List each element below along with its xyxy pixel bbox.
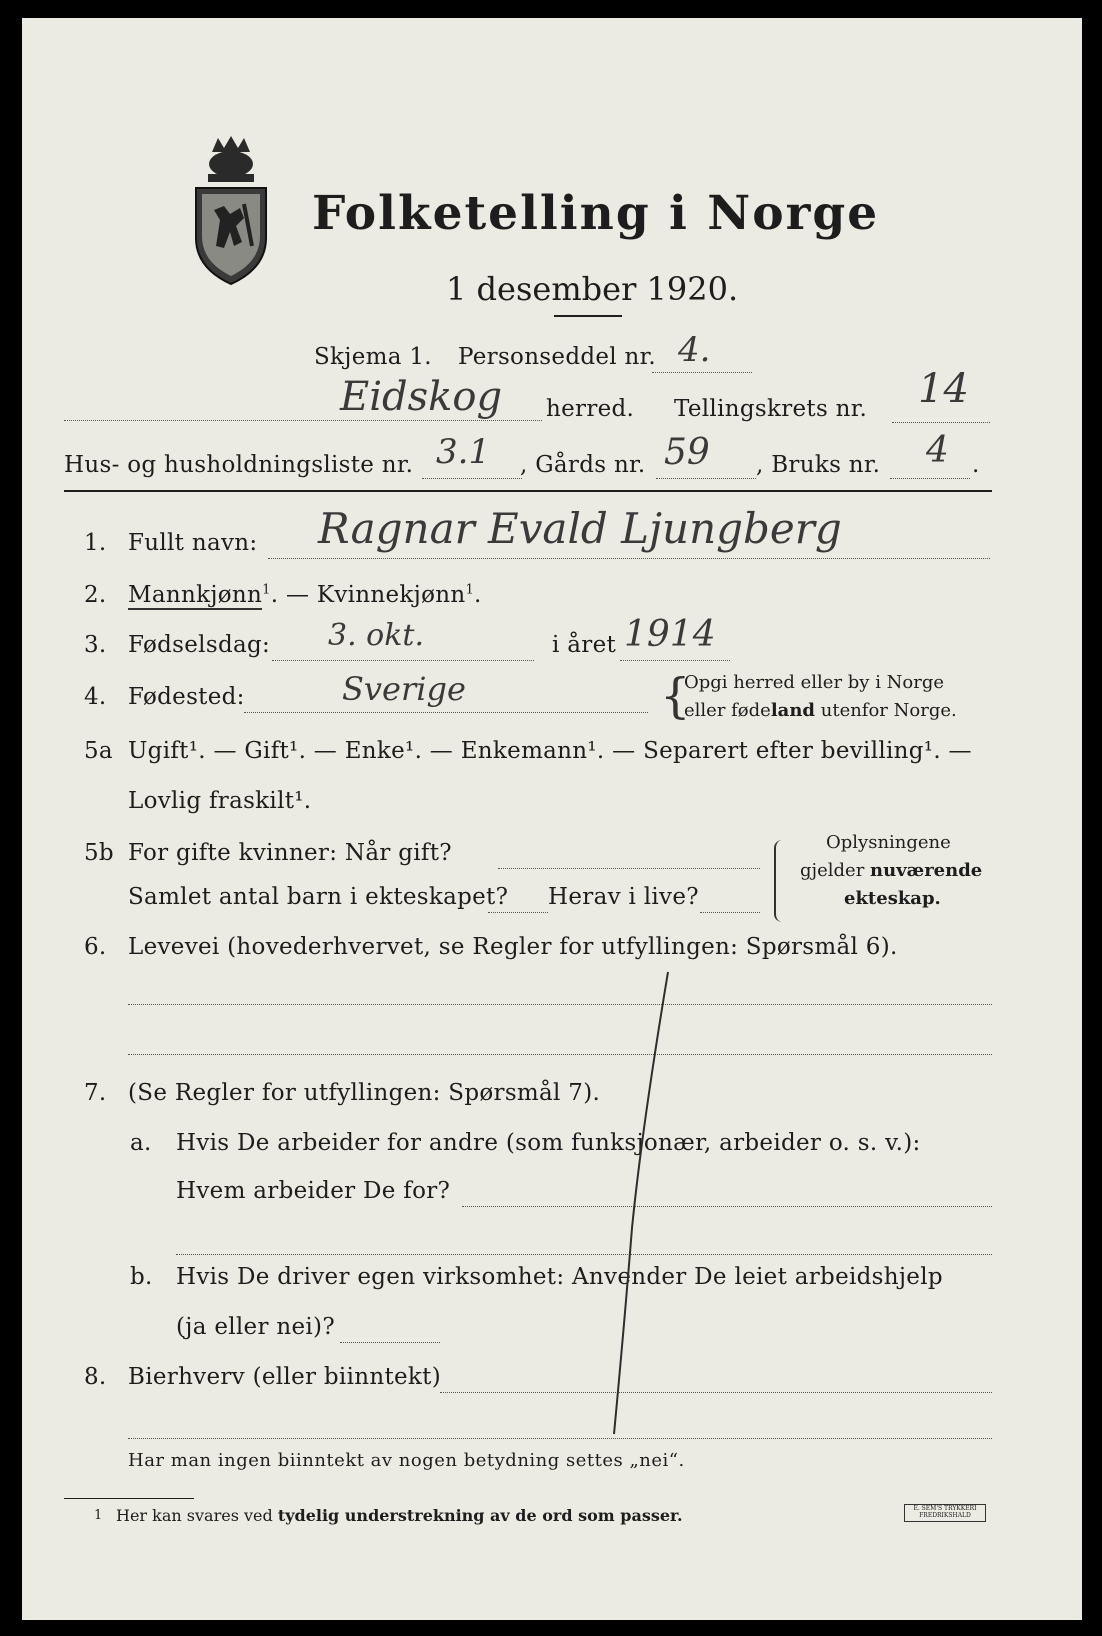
q5b-note-1: Oplysningene (826, 832, 951, 853)
q7a-answer-line-2 (176, 1254, 992, 1255)
q3-day-line (272, 660, 534, 661)
q5b-note-3: ekteskap. (844, 888, 941, 909)
q2-options: Mannkjønn$^1$. — Kvinnekjønn$^1$. (128, 582, 482, 608)
bruks-end: . (972, 452, 980, 478)
bruks-label: , Bruks nr. (756, 452, 881, 478)
q5a-options-2: Lovlig fraskilt¹. (128, 788, 312, 814)
q5b-number: 5b (84, 840, 114, 866)
q4-number: 4. (84, 684, 107, 710)
q4-label: Fødested: (128, 684, 245, 710)
q5b-label-2a: Samlet antal barn i ekteskapet? (128, 884, 509, 910)
q8-line-2 (128, 1438, 992, 1439)
form-date: 1 desember 1920. (446, 270, 739, 308)
q5b-note-2: gjelder nuværende (800, 860, 983, 881)
q8-number: 8. (84, 1364, 107, 1390)
footnote-text: Her kan svares ved tydelig understrekning av de ord som passer. (116, 1506, 683, 1525)
q4-note-1: Opgi herred eller by i Norge (684, 672, 945, 693)
personseddel-line (652, 372, 752, 373)
printer-stamp: E. SEM'S TRYKKERI FREDRIKSHALD (904, 1504, 986, 1522)
q8-label: Bierhverv (eller biinntekt) (128, 1364, 441, 1390)
q6-number: 6. (84, 934, 107, 960)
q7b-number: b. (130, 1264, 153, 1290)
q1-label: Fullt navn: (128, 530, 258, 556)
q3-label: Fødselsdag: (128, 632, 271, 658)
header-rule (64, 490, 992, 492)
husliste-value: 3.1 (436, 432, 491, 472)
q7b-line-1: Hvis De driver egen virksomhet: Anvender De leiet arbeidshjelp (176, 1264, 943, 1290)
q5b-line-2a (488, 912, 548, 913)
q5b-line-1 (498, 868, 760, 869)
q7-label: (Se Regler for utfyllingen: Spørsmål 7). (128, 1080, 601, 1106)
gards-label: , Gårds nr. (520, 452, 646, 478)
herred-label: herred. (546, 396, 635, 422)
q7b-line-2: (ja eller nei)? (176, 1314, 335, 1340)
husliste-line (422, 478, 522, 479)
herred-line (64, 420, 542, 421)
bruks-line (890, 478, 970, 479)
q2-number: 2. (84, 582, 107, 608)
husliste-label: Hus- og husholdningsliste nr. (64, 452, 414, 478)
personseddel-value: 4. (678, 330, 711, 370)
footnote-rule (64, 1498, 194, 1499)
q4-value: Sverige (342, 670, 466, 708)
q7a-line-1: Hvis De arbeider for andre (som funksjonær, arbeider o. s. v.): (176, 1130, 921, 1156)
q2-female: . — Kvinnekjønn (270, 582, 466, 608)
q1-value: Ragnar Evald Ljungberg (318, 504, 842, 553)
q7-number: 7. (84, 1080, 107, 1106)
q4-brace: { (660, 668, 691, 724)
q4-note-2: eller fødeland utenfor Norge. (684, 700, 957, 721)
q5b-label-1: For gifte kvinner: Når gift? (128, 840, 452, 866)
tellingskrets-line (892, 422, 990, 423)
q7a-answer-line (462, 1206, 992, 1207)
skjema-label: Skjema 1. (314, 344, 432, 370)
q5a-number: 5a (84, 738, 113, 764)
q5b-line-2b (700, 912, 760, 913)
q6-line-1 (128, 1004, 992, 1005)
gards-line (656, 478, 756, 479)
title-divider (554, 315, 622, 317)
q3-number: 3. (84, 632, 107, 658)
q6-line-2 (128, 1054, 992, 1055)
form-title: Folketelling i Norge (312, 186, 880, 241)
q3-year: 1914 (624, 614, 716, 655)
q5b-bracket (774, 840, 784, 922)
q1-number: 1. (84, 530, 107, 556)
footnote-number: 1 (94, 1508, 103, 1523)
personseddel-label: Personseddel nr. (458, 344, 657, 370)
census-form (22, 18, 1082, 1620)
q5a-options: Ugift¹. — Gift¹. — Enke¹. — Enkemann¹. — Separert efter bevilling¹. — (128, 738, 972, 764)
q7a-number: a. (130, 1130, 152, 1156)
q4-line (244, 712, 648, 713)
pen-stroke (602, 968, 682, 1438)
coat-of-arms-icon (190, 134, 272, 286)
q5b-label-2b: Herav i live? (548, 884, 699, 910)
q6-label: Levevei (hovederhvervet, se Regler for utfyllingen: Spørsmål 6). (128, 934, 898, 960)
q2-male: Mannkjønn (128, 582, 263, 608)
herred-value: Eidskog (340, 374, 503, 420)
q1-line (268, 558, 990, 559)
q3-year-line (620, 660, 730, 661)
tellingskrets-label: Tellingskrets nr. (674, 396, 868, 422)
q8-note: Har man ingen biinntekt av nogen betydning settes „nei“. (128, 1450, 685, 1471)
q7a-line-2: Hvem arbeider De for? (176, 1178, 451, 1204)
tellingskrets-value: 14 (918, 366, 969, 412)
q7b-answer-line (340, 1342, 440, 1343)
q8-line-1 (440, 1392, 992, 1393)
bruks-value: 4 (926, 430, 949, 471)
q3-year-label: i året (552, 632, 617, 658)
gards-value: 59 (664, 432, 710, 473)
q3-day: 3. okt. (328, 618, 424, 653)
